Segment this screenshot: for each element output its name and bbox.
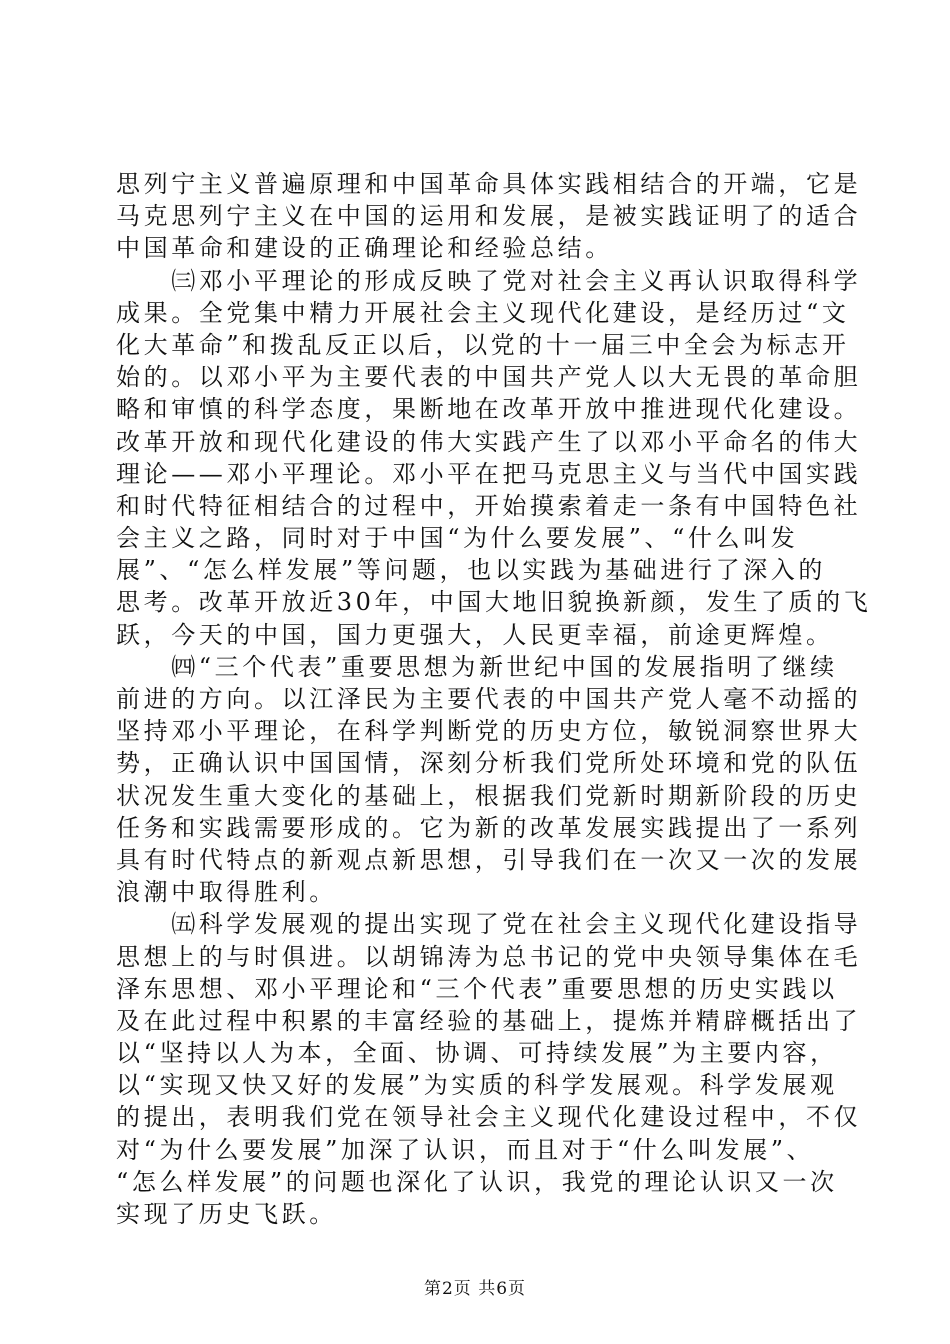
text-line: 思考。改革开放近30年，中国大地旧貌换新颜，发生了质的飞: [116, 588, 872, 617]
text-line: 浪潮中取得胜利。: [116, 878, 337, 907]
text-line: 化大革命”和拨乱反正以后，以党的十一届三中全会为标志开: [116, 330, 850, 359]
text-line: 改革开放和现代化建设的伟大实践产生了以邓小平命名的伟大: [116, 427, 862, 456]
text-line: 略和审慎的科学态度，果断地在改革开放中推进现代化建设。: [116, 395, 862, 424]
text-line: 坚持邓小平理论，在科学判断党的历史方位，敏锐洞察世界大: [116, 717, 862, 746]
text-line: 跃，今天的中国，国力更强大，人民更幸福，前途更辉煌。: [116, 620, 834, 649]
text-line: 的提出，表明我们党在领导社会主义现代化建设过程中，不仅: [116, 1103, 862, 1132]
text-line: 中国革命和建设的正确理论和经验总结。: [116, 234, 613, 263]
text-line: 和时代特征相结合的过程中，开始摸索着走一条有中国特色社: [116, 491, 862, 520]
text-line: 成果。全党集中精力开展社会主义现代化建设，是经历过“文: [116, 298, 850, 327]
text-line: 实现了历史飞跃。: [116, 1200, 337, 1228]
text-line: ㈤科学发展观的提出实现了党在社会主义现代化建设指导: [116, 910, 862, 939]
text-line: ㈢邓小平理论的形成反映了党对社会主义再认识取得科学: [116, 266, 862, 295]
text-line: 泽东思想、邓小平理论和“三个代表”重要思想的历史实践以: [116, 974, 838, 1003]
text-line: 理论——邓小平理论。邓小平在把马克思主义与当代中国实践: [116, 459, 862, 488]
body-text: [116, 168, 872, 1230]
text-line: ㈣“三个代表”重要思想为新世纪中国的发展指明了继续: [116, 652, 838, 681]
text-line: 以“坚持以人为本，全面、协调、可持续发展”为主要内容，: [116, 1039, 838, 1068]
text-line: 以“实现又快又好的发展”为实质的科学发展观。科学发展观: [116, 1071, 838, 1100]
text-line: 会主义之路，同时对于中国“为什么要发展”、“什么叫发: [116, 524, 799, 553]
text-line: “怎么样发展”的问题也深化了认识，我党的理论认识又一次: [116, 1167, 838, 1196]
page-footer: [0, 1278, 950, 1300]
text-line: 思列宁主义普遍原理和中国革命具体实践相结合的开端，它是: [116, 170, 862, 198]
page-number: 第2页 共6页: [423, 1279, 527, 1299]
text-line: 展”、“怎么样发展”等问题，也以实践为基础进行了深入的: [116, 556, 827, 585]
text-line: 及在此过程中积累的丰富经验的基础上，提炼并精辟概括出了: [116, 1006, 862, 1035]
text-line: 前进的方向。以江泽民为主要代表的中国共产党人毫不动摇的: [116, 685, 862, 713]
text-line: 马克思列宁主义在中国的运用和发展，是被实践证明了的适合: [116, 202, 862, 231]
text-line: 对“为什么要发展”加深了认识，而且对于“什么叫发展”、: [116, 1135, 815, 1164]
text-line: 始的。以邓小平为主要代表的中国共产党人以大无畏的革命胆: [116, 363, 862, 392]
text-line: 状况发生重大变化的基础上，根据我们党新时期新阶段的历史: [116, 781, 862, 810]
text-line: 任务和实践需要形成的。它为新的改革发展实践提出了一系列: [116, 813, 862, 842]
text-line: 思想上的与时俱进。以胡锦涛为总书记的党中央领导集体在毛: [116, 942, 862, 971]
text-line: 具有时代特点的新观点新思想，引导我们在一次又一次的发展: [116, 845, 862, 874]
text-line: 势，正确认识中国国情，深刻分析我们党所处环境和党的队伍: [116, 749, 862, 778]
